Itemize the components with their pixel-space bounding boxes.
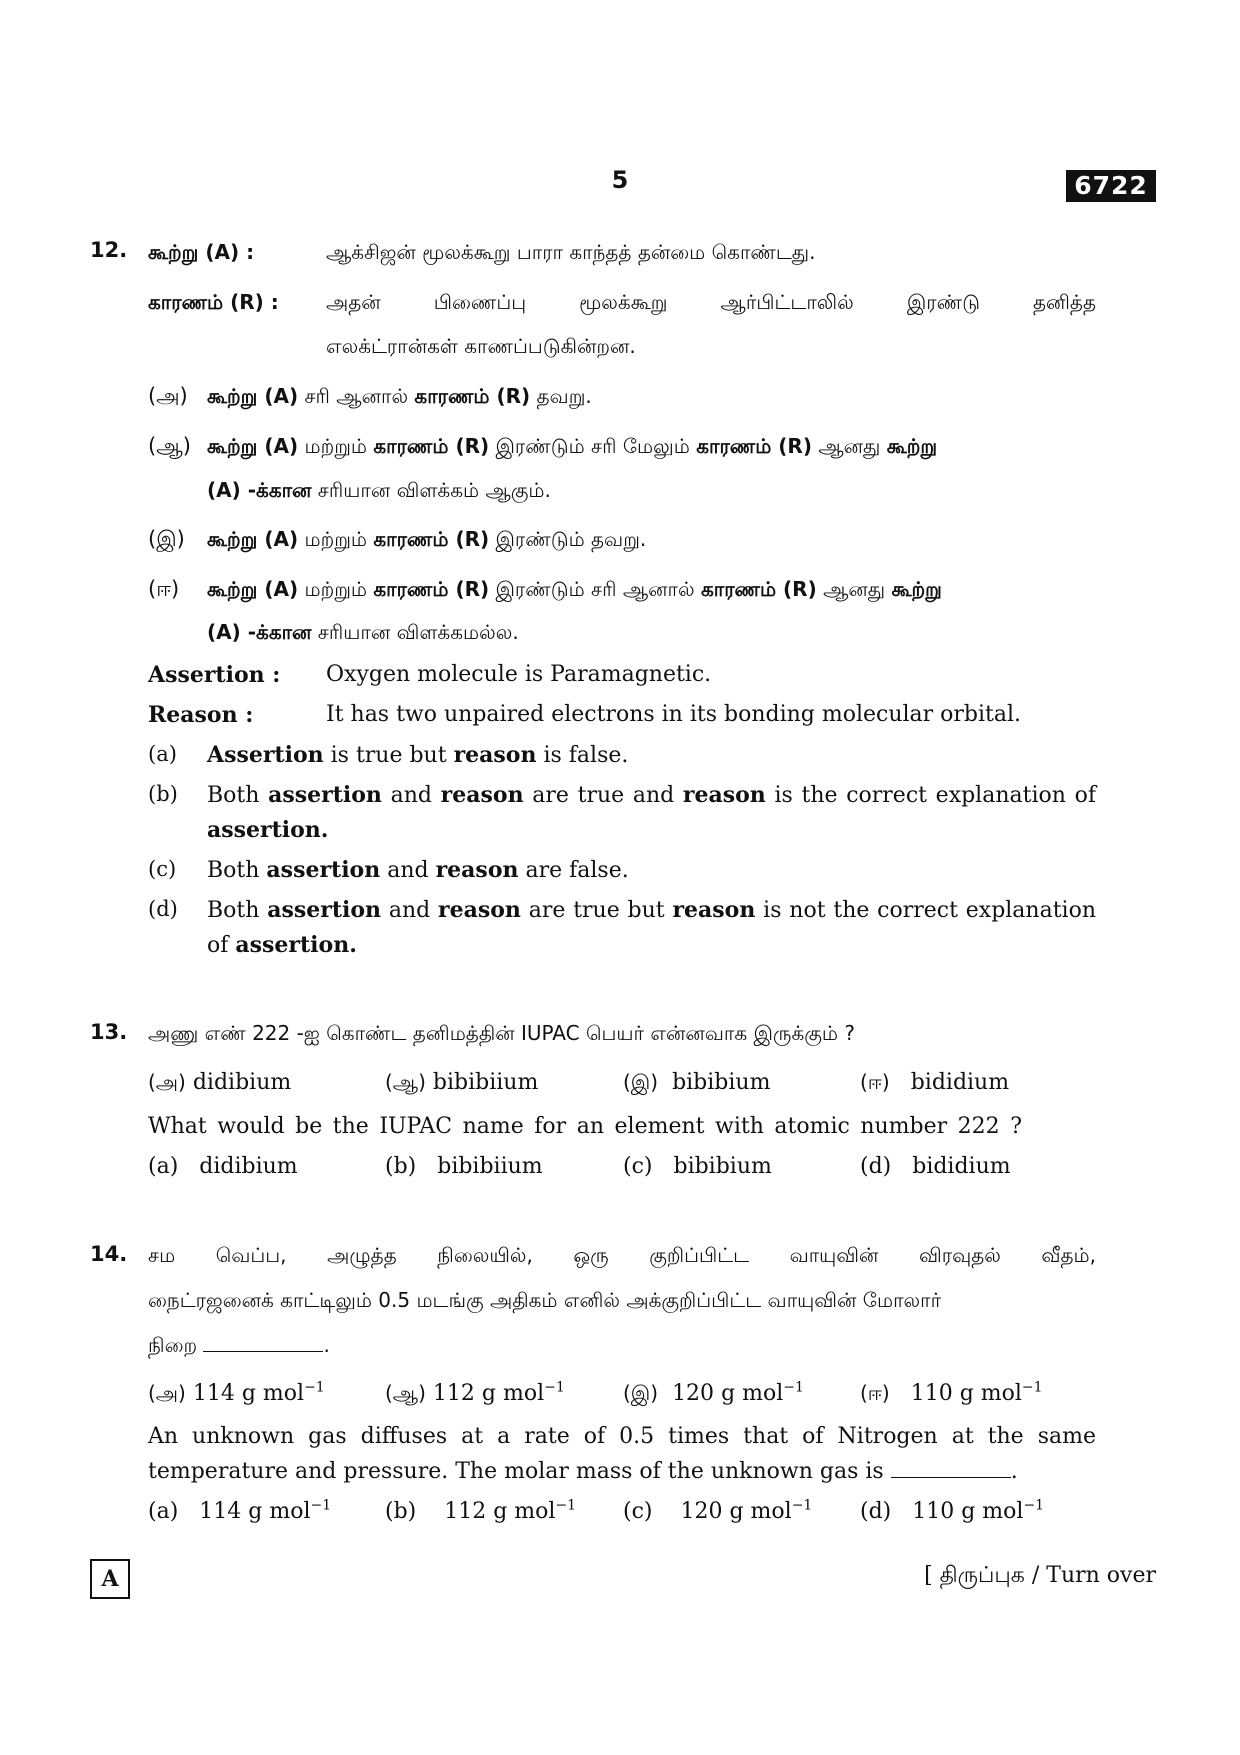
- en-option: [860, 1499, 1044, 1524]
- en-option-text: assertion.: [207, 817, 329, 843]
- option-text: bibibium: [672, 1070, 771, 1095]
- option-text: bibibiium: [437, 1154, 543, 1179]
- option-mark: (இ): [148, 527, 185, 551]
- ta-option-text: கூற்று (A) மற்றும் காரணம் (R) இரண்டும் தவறு.: [207, 527, 647, 551]
- unit: g mol: [493, 1499, 556, 1524]
- option-mark: (அ): [148, 384, 188, 408]
- option-mark: (அ): [148, 1381, 186, 1405]
- option-mark: (இ): [623, 1381, 659, 1405]
- en-assertion-text: Oxygen molecule is Paramagnetic.: [326, 662, 712, 687]
- option-mark: (d): [148, 897, 178, 921]
- option-value: 110: [912, 1499, 955, 1524]
- option-mark: (c): [623, 1499, 653, 1524]
- option-value: 114: [192, 1381, 235, 1406]
- booklet-series-box: A: [90, 1559, 130, 1599]
- ta-option: [623, 1381, 804, 1408]
- ta-option: [385, 1381, 565, 1408]
- en-option: [860, 1154, 1011, 1179]
- ta-option: [148, 1070, 291, 1097]
- unit-exponent: −1: [555, 1497, 577, 1514]
- option-mark: (ஆ): [148, 434, 191, 458]
- option-mark: (a): [148, 1499, 179, 1524]
- ta-option: [148, 1381, 325, 1408]
- en-option: [385, 1499, 576, 1524]
- ta-option-text: கூற்று (A) சரி ஆனால் காரணம் (R) தவறு.: [207, 384, 592, 408]
- option-value: 114: [199, 1499, 242, 1524]
- unit-exponent: −1: [304, 1379, 325, 1396]
- ta-assertion-text: ஆக்சிஜன் மூலக்கூறு பாரா காந்தத் தன்மை கொண்டது.: [326, 240, 816, 264]
- unit-exponent: −1: [310, 1497, 332, 1514]
- option-text: bididium: [912, 1154, 1011, 1179]
- option-mark: (c): [148, 857, 177, 881]
- option-value: 120: [680, 1499, 723, 1524]
- en-option-text: of assertion.: [207, 932, 357, 958]
- unit: g mol: [959, 1381, 1022, 1406]
- option-mark: (b): [148, 782, 178, 806]
- ta-question-line: நைட்ரஜனைக் காட்டிலும் 0.5 மடங்கு அதிகம் எனில் அக்குறிப்பிட்ட வாயுவின் மோலார்: [148, 1288, 942, 1312]
- ta-option-text: கூற்று (A) மற்றும் காரணம் (R) இரண்டும் சரி ஆனால் காரணம் (R) ஆனது கூற்று: [207, 577, 942, 601]
- unit: g mol: [241, 1381, 305, 1406]
- en-option-text: Assertion is true but reason is false.: [207, 742, 629, 768]
- ta-reason-label: காரணம் (R) :: [148, 290, 279, 314]
- ta-option-text: (A) -க்கான சரியான விளக்கமல்ல.: [207, 620, 519, 644]
- unit-exponent: −1: [544, 1379, 565, 1396]
- unit: g mol: [721, 1381, 784, 1406]
- unit: g mol: [729, 1499, 792, 1524]
- answer-blank: [203, 1337, 323, 1352]
- unit-exponent: −1: [783, 1379, 804, 1396]
- option-text: bididium: [910, 1070, 1010, 1095]
- option-mark: (c): [623, 1154, 653, 1179]
- option-mark: (அ): [148, 1070, 186, 1094]
- option-text: didibium: [199, 1154, 298, 1179]
- option-text: bibibium: [673, 1154, 772, 1179]
- option-mark: (ஈ): [860, 1070, 890, 1094]
- question-number: 14.: [90, 1242, 128, 1266]
- en-option-text: Both assertion and reason are true and reason is the correct explanation of: [207, 782, 1096, 808]
- en-option: [623, 1154, 772, 1179]
- en-option: [148, 1154, 298, 1179]
- ta-option: [623, 1070, 770, 1097]
- en-question: What would be the IUPAC name for an element with atomic number 222 ?: [148, 1114, 1022, 1139]
- option-mark: (ஆ): [385, 1381, 426, 1405]
- option-mark: (b): [385, 1499, 417, 1524]
- en-assertion-label: Assertion :: [148, 662, 281, 688]
- en-option-text: Both assertion and reason are false.: [207, 857, 629, 883]
- question-number: 13.: [90, 1020, 128, 1044]
- en-option: [623, 1499, 812, 1524]
- unit: g mol: [961, 1499, 1024, 1524]
- option-mark: (ஆ): [385, 1070, 426, 1094]
- page-number: 5: [611, 166, 629, 194]
- ta-question-end: நிறை: [148, 1333, 198, 1357]
- option-mark: (ஈ): [148, 577, 180, 601]
- unit: g mol: [481, 1381, 545, 1406]
- unit-exponent: −1: [791, 1497, 813, 1514]
- en-option-text: Both assertion and reason are true but reason is not the correct explanation: [207, 897, 1097, 923]
- option-value: 112: [444, 1499, 487, 1524]
- en-option: [148, 1499, 331, 1524]
- unit: g mol: [248, 1499, 311, 1524]
- option-mark: (d): [860, 1499, 892, 1524]
- en-option: [385, 1154, 543, 1179]
- ta-option: [860, 1381, 1043, 1408]
- option-mark: (இ): [623, 1070, 659, 1094]
- paper-code: 6722: [1066, 170, 1156, 202]
- option-mark: (b): [385, 1154, 417, 1179]
- ta-option-text: (A) -க்கான சரியான விளக்கம் ஆகும்.: [207, 478, 551, 502]
- option-mark: (a): [148, 742, 177, 766]
- en-question-end: temperature and pressure. The molar mass of the unknown gas is: [148, 1459, 884, 1484]
- ta-assertion-label: கூற்று (A) :: [148, 240, 255, 264]
- en-question-line: temperature and pressure. The molar mass of the unknown gas is .: [148, 1459, 1018, 1484]
- option-text: didibium: [192, 1070, 292, 1095]
- ta-question: அணு எண் 222 -ஐ கொண்ட தனிமத்தின் IUPAC பெயர் என்னவாக இருக்கும் ?: [148, 1021, 855, 1045]
- answer-blank: [891, 1463, 1011, 1478]
- question-number: 12.: [90, 238, 128, 262]
- option-mark: (a): [148, 1154, 179, 1179]
- ta-reason-line2: எலக்ட்ரான்கள் காணப்படுகின்றன.: [326, 334, 636, 358]
- ta-option: [860, 1070, 1009, 1097]
- option-text: bibibiium: [432, 1070, 539, 1095]
- option-value: 120: [672, 1381, 715, 1406]
- ta-reason-line1: அதன் பிணைப்பு மூலக்கூறு ஆர்பிட்டாலில் இரண்டு தனித்த: [326, 290, 1096, 314]
- en-reason-text: It has two unpaired electrons in its bonding molecular orbital.: [326, 702, 1022, 727]
- ta-question-line: சம வெப்ப, அழுத்த நிலையில், ஒரு குறிப்பிட்ட வாயுவின் விரவுதல் வீதம்,: [148, 1243, 1096, 1267]
- unit-exponent: −1: [1021, 1379, 1043, 1396]
- ta-question-line: நிறை .: [148, 1333, 330, 1357]
- ta-option: [385, 1070, 538, 1097]
- en-question-line: An unknown gas diffuses at a rate of 0.5 times that of Nitrogen at the same: [148, 1424, 1096, 1449]
- option-mark: (d): [860, 1154, 892, 1179]
- option-mark: (ஈ): [860, 1381, 890, 1405]
- option-value: 110: [910, 1381, 953, 1406]
- unit-exponent: −1: [1023, 1497, 1045, 1514]
- turn-over-note: [ திருப்புக / Turn over: [924, 1563, 1156, 1588]
- ta-option-text: கூற்று (A) மற்றும் காரணம் (R) இரண்டும் சரி மேலும் காரணம் (R) ஆனது கூற்று: [207, 434, 938, 458]
- option-value: 112: [432, 1381, 475, 1406]
- en-reason-label: Reason :: [148, 702, 254, 728]
